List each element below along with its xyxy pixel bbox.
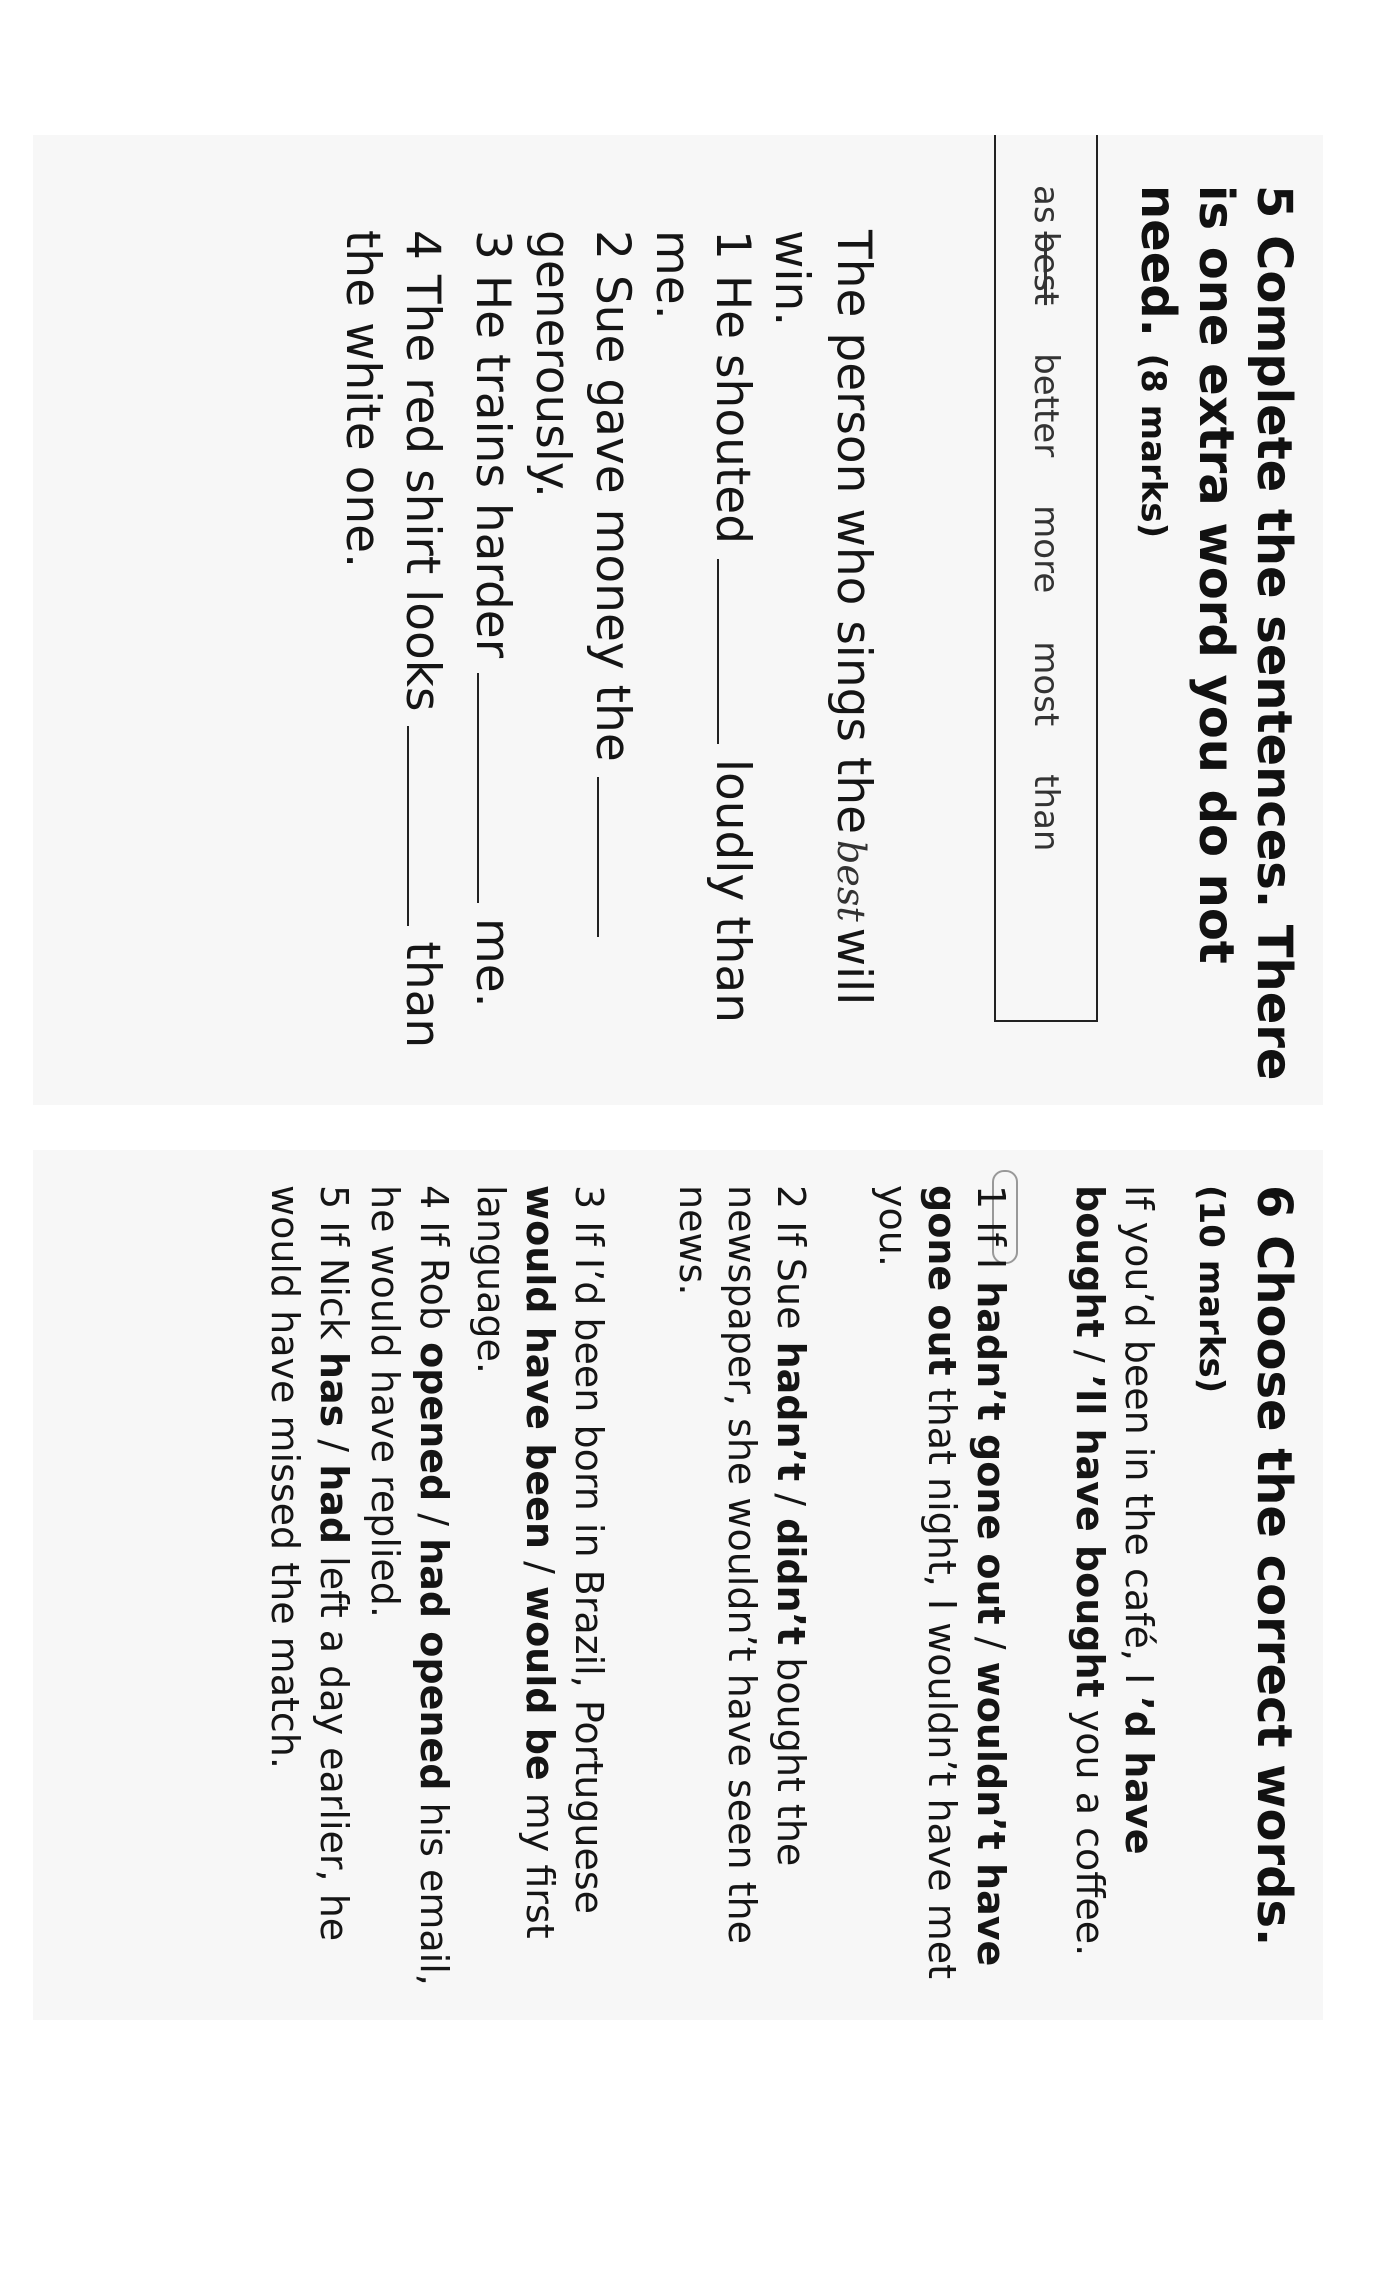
exercise-5-title: 5 Complete the sentences. There is one extra word you do not need. (8 marks) xyxy=(1130,185,1302,1081)
word-bank-item: better xyxy=(1026,353,1066,458)
word-bank-item: most xyxy=(1026,641,1066,727)
choice-option[interactable]: ’ll have bought xyxy=(1068,1374,1112,1698)
example-choice-sentence: If you’d been in the café, I ’d have bought / ’ll have bought you a coffee. xyxy=(1068,1185,1161,1957)
answer-blank-4[interactable] xyxy=(407,726,453,926)
choice-option[interactable]: wouldn’t have gone out xyxy=(920,1185,1013,1967)
choice-sentence-2: 2 If Sue hadn’t / didn’t bought the newspaper, she wouldn’t have seen the news. xyxy=(671,1185,813,1944)
answer-blank-1[interactable] xyxy=(717,559,763,744)
answer-blank-3[interactable] xyxy=(477,673,523,903)
exercise-6-title: 6 Choose the correct words. (10 marks) xyxy=(1191,1185,1302,1947)
word-bank-item-used: best xyxy=(1026,231,1066,306)
handwritten-answer: best xyxy=(829,840,873,922)
example-sentence: The person who sings thebestwill win. xyxy=(764,230,881,1006)
exercise-6 xyxy=(33,1150,1323,2020)
choice-option[interactable]: would be xyxy=(518,1585,562,1781)
choice-option[interactable]: opened xyxy=(412,1342,456,1502)
choice-option[interactable]: has xyxy=(312,1351,356,1428)
word-bank xyxy=(994,135,1098,1022)
exercise-5-marks: (8 marks) xyxy=(1133,353,1173,539)
choice-option[interactable]: would have been xyxy=(518,1185,562,1549)
choice-option[interactable]: didn’t xyxy=(769,1518,813,1646)
sentence-1: 1 He shouted loudly than me. xyxy=(642,230,763,1090)
choice-sentence-5: 5 If Nick has / had left a day earlier, he would have missed the match. xyxy=(263,1185,356,1942)
choice-option[interactable]: hadn’t xyxy=(769,1341,813,1482)
choice-option[interactable]: had xyxy=(312,1464,356,1545)
choice-sentence-1: 1 If I hadn’t gone out / wouldn’t have gone out that night, I wouldn’t have met you. xyxy=(871,1185,1013,1980)
exercise-5 xyxy=(33,135,1323,1105)
choice-sentence-4: 4 If Rob opened / had opened his email, he would have replied. xyxy=(363,1185,456,1986)
answer-blank-2[interactable] xyxy=(597,777,643,937)
exercise-6-marks: (10 marks) xyxy=(1191,1185,1231,1394)
word-bank-item: as xyxy=(1026,185,1066,224)
choice-option[interactable]: had opened xyxy=(412,1538,456,1791)
choice-sentence-3: 3 If I’d been born in Brazil, Portuguese would have been / would be my first language. xyxy=(469,1185,611,1939)
sentence-2: 2 Sue gave money the generously. xyxy=(522,230,643,1090)
word-bank-item: more xyxy=(1026,505,1066,594)
sentence-3: 3 He trains harder me. xyxy=(462,230,523,1100)
choice-option[interactable]: ’d have bought xyxy=(1068,1185,1161,1855)
word-bank-item: than xyxy=(1026,774,1066,852)
choice-option[interactable]: hadn’t gone out xyxy=(969,1281,1013,1625)
sentence-4: 4 The red shirt looks than the white one. xyxy=(332,230,453,1090)
